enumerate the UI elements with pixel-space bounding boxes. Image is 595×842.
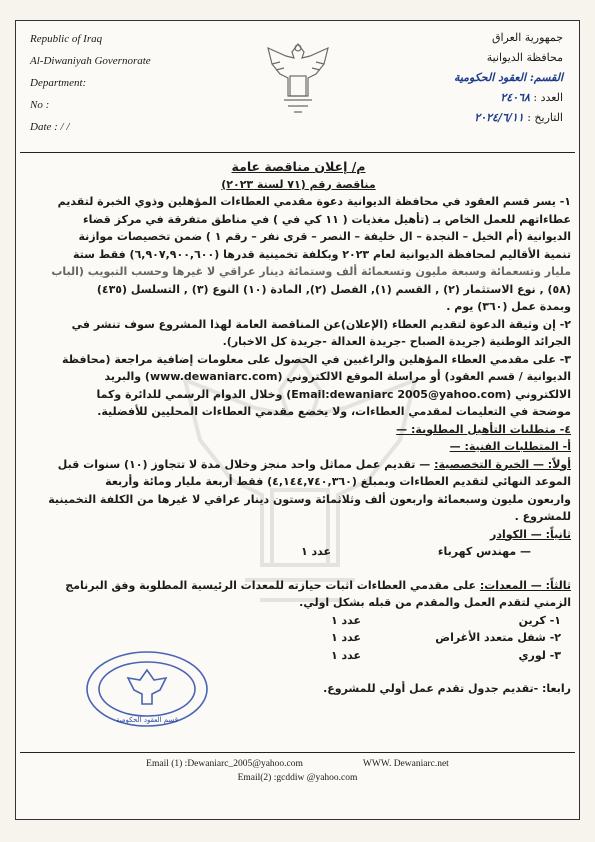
- cadre-qty: عدد ١: [300, 545, 331, 558]
- letterhead-ar-date: [454, 108, 563, 128]
- para-3-line-4: موضحة في التعليمات لمقدمي العطاءات، ولا يخضع مقدمي العطاءات المحليين للأفضلية.: [97, 405, 571, 418]
- para-3-line-2: الديوانية / قسم العقود) أو مراسلة الموقع الالكتروني (www.dewaniarc.com) والبريد: [104, 370, 571, 383]
- equip-name: ١- كرين: [518, 613, 561, 627]
- third-text-a: على مقدمي العطاءات اثبات حيازته للمعدات الرئيسية المطلوبة وفق البرنامج: [65, 578, 477, 592]
- para-1-line-1: ١- يسر قسم العقود في محافظة الديوانية دعوة مقدمي العطاءات المؤهلين وذوي الخبرة لتقديم: [57, 195, 571, 208]
- official-stamp-icon: [82, 648, 212, 730]
- para-1-line-6: (٥٨) , نوع الاستثمار (٢) , القسم (١), الفصل (٢), المادة (١٠) النوع (٣) , التسلسل (٤٣٥): [96, 282, 571, 296]
- footer-email-2: Email(2) :gcddiw @yahoo.com: [237, 773, 358, 783]
- letterhead-english: [30, 28, 151, 138]
- equip-qty: عدد ١: [330, 613, 361, 627]
- letterhead-en-date: Date : / /: [30, 121, 70, 133]
- para-2-line-2: الجرائد الوطنية (جريدة الصباح -جريدة العدالة -جريدة كل الاخبار).: [222, 335, 571, 348]
- date-value: ٢٠٢٤/٦/١١: [474, 111, 524, 124]
- number-label: العدد :: [533, 91, 563, 104]
- second-label: ثانياً: — الكوادر: [489, 527, 571, 541]
- para-3-line-1: ٣- على مقدمي العطاء المؤهلين والراغبين في الحصول على معلومات إضافية مراجعة (محافظة: [62, 352, 571, 366]
- first-line-2: الموعد النهائي لتقديم العطاءات وبمبلغ (٤,١٤٤,٧٤٠,٣٦٠) فقط أربعة مليار ومائة وأربعة: [105, 475, 571, 488]
- letterhead-ar-department: القسم: العقود الحكومية: [453, 71, 563, 84]
- para-3-line-3: الالكتروني (Email:dewaniarc 2005@yahoo.com) وخلال الدوام الرسمي للدائرة وكما: [96, 387, 571, 401]
- letterhead-ar-country: جمهورية العراق: [491, 31, 563, 44]
- cadre-row: [26, 543, 571, 561]
- equip-row-1: [26, 612, 571, 630]
- para-1-line-2: عطاءاتهم للعمل الخاص بـ (تأهيل مغذيات ( ١١ كي في ) في مناطق متفرقة في مركز قضاء: [83, 212, 571, 226]
- number-value: ٢٤٠٦٨: [500, 91, 530, 104]
- first-line-4: للمشروع .: [514, 510, 571, 523]
- third-line-2: الزمني لتقدم العمل والمقدم من قبله بشكل اولي.: [299, 596, 571, 609]
- first-requirement: [26, 456, 571, 474]
- letterhead-en-governorate: Al-Diwaniyah Governorate: [30, 55, 151, 67]
- equip-name: ٣- لوري: [518, 648, 561, 662]
- letterhead-en-country: Republic of Iraq: [30, 33, 103, 45]
- footer-email-1: Email (1) :Dewaniarc_2005@yahoo.com: [146, 759, 303, 769]
- document-title: م/ إعلان مناقصة عامة: [231, 159, 366, 174]
- eagle-emblem-icon: [258, 34, 338, 122]
- footer-website: WWW. Dewaniarc.net: [362, 759, 449, 769]
- third-requirement: [26, 577, 571, 595]
- para-2-line-1: ٢- إن وثيقة الدعوة لتقديم العطاء (الإعلان)عن المناقصة العامة لهذا المشروع سوف تنشر في: [71, 317, 571, 331]
- letterhead-en-department: Department:: [30, 77, 87, 89]
- first-label: أولاً: — الخبرة التخصصية:: [434, 457, 571, 471]
- footer: [20, 752, 575, 785]
- equip-qty: عدد ١: [330, 631, 361, 644]
- para-1-line-7: وبمدة عمل (٣٦٠) يوم .: [446, 300, 571, 313]
- footer-line-1: [20, 757, 575, 771]
- para-1-line-5: مليار وتسعمائة وسبعة مليون وتسعمائة ألف وستمائة دينار عراقي لا غيرها وحسب التبويب (الباب: [51, 265, 571, 278]
- section-4-heading: ٤- متطلبات التأهيل المطلوبة: —: [396, 422, 571, 436]
- equip-row-2: [26, 629, 571, 647]
- date-label: التاريخ :: [527, 111, 563, 124]
- section-4a-heading: أ- المتطلبات الفنية: —: [449, 440, 571, 453]
- header-divider: [20, 152, 575, 153]
- stamp-text: قسم العقود الحكومية: [115, 716, 179, 724]
- first-text-a: — تقديم عمل مماثل واحد منجز وخلال مدة لا تتجاوز (١٠) سنوات قبل: [57, 457, 431, 471]
- first-line-3: واربعون مليون وسبعمائة واربعون ألف وثلاثمائة وستون دينار عراقي لا غيرها من الكلفة التخمينية: [48, 492, 571, 506]
- letterhead-arabic: [454, 28, 563, 128]
- letterhead-en-number: No :: [30, 99, 50, 111]
- letterhead-ar-governorate: محافظة الديوانية: [486, 51, 563, 64]
- equip-name: ٢- شفل متعدد الأغراض: [435, 631, 561, 644]
- document-body: [26, 158, 571, 698]
- para-1-line-3: الديوانية (أم الخيل – النجدة – ال خليفة – النصر – قرى نفر – رقم ١ ) ضمن تخصيصات موازنة: [78, 230, 571, 243]
- fourth-requirement: رابعا: -تقديم جدول تقدم عمل أولي للمشروع.: [323, 682, 571, 695]
- letterhead-ar-number: [454, 88, 563, 108]
- third-label: ثالثاً: — المعدات:: [479, 578, 571, 592]
- para-1-line-4: تنمية الأقاليم لمحافظة الديوانية لعام ٢٠٢٣ وبكلفة تخمينية قدرها (٦,٩٠٧,٩٠٠,٦٠٠) فقط ستة: [72, 247, 571, 261]
- tender-number: مناقصة رقم (٧١ لسنة ٢٠٢٣): [221, 177, 376, 191]
- cadre-item: — مهندس كهرباء: [437, 545, 531, 558]
- equip-qty: عدد ١: [330, 648, 361, 662]
